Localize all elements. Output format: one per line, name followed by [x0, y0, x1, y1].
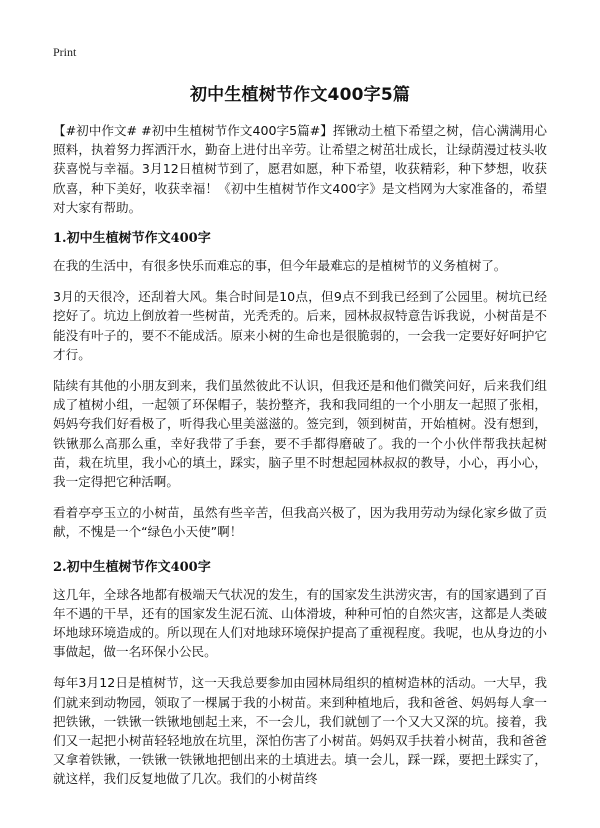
- section-1-paragraph-3: 陆续有其他的小朋友到来，我们虽然彼此不认识，但我还是和他们微笑问好，后来我们组成了植树小组，一起领了环保帽子，装扮整齐，我和我同组的一个小朋友一起照了张相，妈妈夸我们好看极了，听得我心里美滋滋的。签完到，领到树苗，开始植树。没有想到，铁锹那么高那么重，幸好我带了手套，要不手都得磨破了。我的一个小伙伴帮我扶起树苗，栽在坑里，我小心的填土，踩实，脑子里不时想起园林叔叔的教导，小心，再小心，我一定得把它种活啊。: [53, 378, 547, 490]
- section-1-paragraph-4: 看着亭亭玉立的小树苗，虽然有些辛苦，但我高兴极了，因为我用劳动为绿化家乡做了贡献，不愧是一个“绿色小天使”啊！: [53, 505, 547, 540]
- section-1-paragraph-1: 在我的生活中，有很多快乐而难忘的事，但今年最难忘的是植树节的义务植树了。: [53, 258, 507, 274]
- section-2-paragraph-2: 每年3月12日是植树节，这一天我总要参加由园林局组织的植树造林的活动。一大早，我们就来到动物园，领取了一棵属于我的小树苗。来到种植地后，我和爸爸、妈妈每人拿一把铁锹，一铁锹一铁锹地刨起土来，不一会儿，我们就刨了一个又大又深的坑。接着，我们又一起把小树苗轻轻地放在坑里，深怕伤害了小树苗。妈妈双手扶着小树苗，我和爸爸又拿着铁锹，一铁锹一铁锹地把刨出来的土填进去。填一会儿，踩一踩，要把土踩实了，就这样，我们反复地做了几次。我们的小树苗终: [53, 675, 547, 787]
- section-heading-2: 2.初中生植树节作文400字: [53, 559, 211, 575]
- print-label: Print: [53, 45, 77, 59]
- intro-paragraph: 【#初中作文# #初中生植树节作文400字5篇#】挥锹动土植下希望之树，信心满满用心照料，执着努力挥洒汗水，勤奋上进付出辛劳。让希望之树茁壮成长，让绿荫漫过枝头收获喜悦与幸福。3月12日植树节到了，愿君如愿，种下希望，收获精彩，种下梦想，收获欣喜，种下美好，收获幸福！《初中生植树节作文400字》是文档网为大家准备的，希望对大家有帮助。: [53, 123, 547, 215]
- section-1-paragraph-2: 3月的天很冷，还刮着大风。集合时间是10点，但9点不到我已经到了公园里。树坑已经挖好了。坑边上倒放着一些树苗，光秃秃的。后来，园林叔叔特意告诉我说，小树苗是不能没有叶子的，要不不能成活。原来小树的生命也是很脆弱的，一会我一定要好好呵护它才行。: [53, 289, 547, 362]
- section-2-paragraph-1: 这几年，全球各地都有极端天气状况的发生，有的国家发生洪涝灾害，有的国家遇到了百年不遇的干旱，还有的国家发生泥石流、山体滑坡，种种可怕的自然灾害，这都是人类破坏地球环境造成的。所以现在人们对地球环境保护提高了重视程度。我呢，也从身边的小事做起，做一名环保小公民。: [53, 586, 547, 660]
- document-title: 初中生植树节作文400字5篇: [189, 85, 411, 105]
- document-body: [53, 121, 547, 789]
- section-heading-1: 1.初中生植树节作文400字: [53, 231, 211, 247]
